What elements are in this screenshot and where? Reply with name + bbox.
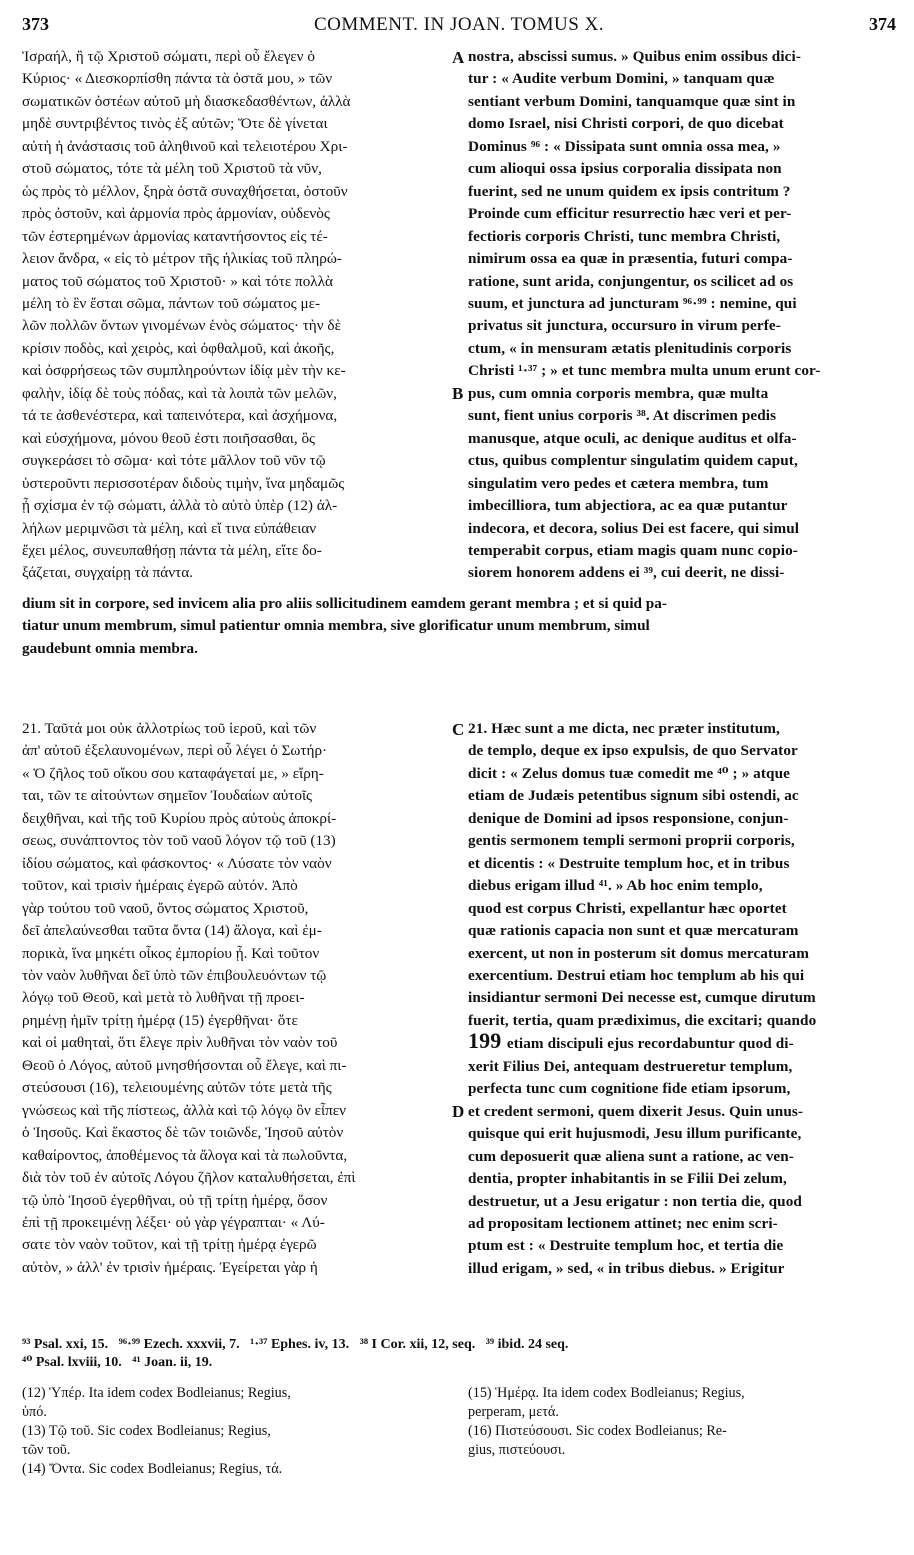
- greek-text-line: καὶ εὐσχήμονα, μόνου θεοῦ ἐστι ποιῆσασθαι, ὃς: [22, 429, 316, 447]
- left-page-number: 373: [22, 14, 49, 34]
- greek-text-line: καὶ οἱ μαθηταὶ, ὅτι ἔλεγε πρὶν λυθῆναι τὸν ναὸν τοῦ: [22, 1034, 338, 1052]
- latin-text-line: singulatim vero pedes et cætera membra, tum: [468, 474, 769, 492]
- latin-text-line: indecora, et decora, solius Dei est facere, qui simul: [468, 519, 800, 537]
- latin-text-line: insidiantur sermoni Dei necesse est, cumque dirutum: [468, 989, 816, 1007]
- greek-text-line: γὰρ τούτου τοῦ ναοῦ, ὄντος σώματος Χριστοῦ,: [22, 899, 309, 917]
- latin-text-line: exercentium. Destrui etiam hoc templum ab his qui: [468, 966, 805, 984]
- footnote-line: gius, πιστεύουσι.: [468, 1442, 566, 1458]
- latin-text-line: tur : « Audite verbum Domini, » tanquam quæ: [468, 70, 775, 88]
- footnote-line: (12) Ὑπέρ. Ita idem codex Bodleianus; Regius,: [22, 1385, 291, 1401]
- greek-text-line: ἰδίου σώματος, καὶ φάσκοντος· « Λύσατε τὸν ναὸν: [22, 854, 332, 872]
- greek-column-block2: [22, 718, 450, 1288]
- greek-text-line: τά τε ἀσθενέστερα, καὶ ταπεινότερα, καὶ ἀσχήμονα,: [22, 407, 338, 425]
- latin-text-line: tiatur unum membrum, simul patientur omnia membra, sive glorificatur unum membrum, simul: [22, 617, 650, 635]
- latin-text-line: illud erigam, » sed, « in tribus diebus. » Erigitur: [468, 1259, 785, 1277]
- page-mark-number: 199: [468, 1028, 507, 1054]
- latin-text-line: imbecilliora, tum abjectiora, ac ea quæ putantur: [468, 497, 788, 515]
- section-marker-a: A: [452, 48, 465, 67]
- greek-text-line: « Ὁ ζῆλος τοῦ οἴκου σου καταφάγεταί με, » εἴρη-: [22, 764, 324, 782]
- latin-text-line: ptum est : « Destruite templum hoc, et tertia die: [468, 1237, 784, 1255]
- greek-text-line: λῶν πολλῶν ὄντων γινομένων ἑνὸς σώματος· τὴν δὲ: [22, 317, 341, 335]
- greek-text-line: 21. Ταῦτά μοι οὐκ ἀλλοτρίως τοῦ ἱεροῦ, καὶ τῶν: [22, 720, 317, 737]
- latin-text-line: sentiant verbum Domini, tanquamque quæ sint in: [468, 92, 796, 110]
- greek-text-line: ᾖ σχίσμα ἐν τῷ σώματι, ἀλλὰ τὸ αὐτὸ ὑπὲρ (12) ἀλ-: [22, 497, 338, 515]
- greek-column-block1: [22, 46, 450, 591]
- latin-text-line: et dicentis : « Destruite templum hoc, et in tribus: [468, 854, 790, 872]
- greek-text-line: Ἰσραήλ, ἢ τῷ Χριστοῦ σώματι, περὶ οὗ ἔλεγεν ὁ: [22, 48, 315, 65]
- footnote-line: (14) Ὄντα. Sic codex Bodleianus; Regius, τά.: [22, 1461, 283, 1477]
- greek-text-line: καὶ ὀσφρήσεως τῶν συμπληρούντων ἰδίᾳ μὲν τὴν κε-: [22, 362, 346, 380]
- footnotes-right: [468, 1384, 896, 1460]
- latin-text-line: ad propositam lectionem attinet; nec enim scri-: [468, 1214, 778, 1232]
- greek-text-line: σατε τὸν ναὸν τοῦτον, καὶ τῇ τρίτῃ ἡμέρᾳ ἐγερῶ: [22, 1236, 317, 1254]
- latin-text-line: exercent, ut non in posterum sit domus mercaturam: [468, 944, 809, 962]
- greek-text-line: Κύριος· « Διεσκορπίσθη πάντα τὰ ὀστᾶ μου, » τῶν: [22, 70, 333, 88]
- reference-line: ⁹³ Psal. xxi, 15. ⁹⁶·⁹⁹ Ezech. xxxvii, 7. ¹·³⁷ Ephes. iv, 13. ³⁸ I Cor. xii, 12, seq. ³⁹ ibid. 24 seq.: [22, 1337, 569, 1352]
- greek-text-line: ται, τῶν τε αἰτούντων σημεῖον Ἰουδαίων αὐτοῖς: [22, 787, 313, 805]
- greek-text-line: τῶν ἐστερημένων ἁρμονίας καταντήσοντος εἰς τέ-: [22, 227, 328, 245]
- footnote-line: (13) Τῷ τοῦ. Sic codex Bodleianus; Regius,: [22, 1423, 271, 1439]
- latin-text-line: dium sit in corpore, sed invicem alia pro aliis sollicitudinem eamdem gerant membra ; et si quid pa-: [22, 595, 667, 612]
- latin-text-line: pus, cum omnia corporis membra, quæ multa: [468, 384, 769, 402]
- latin-text-line: fectioris corporis Christi, tunc membra Christi,: [468, 227, 781, 245]
- greek-text-line: ματος τοῦ σώματος τοῦ Χριστοῦ· » καὶ τότε πολλὰ: [22, 272, 333, 290]
- greek-text-line: λειον ἄνδρα, « εἰς τὸ μέτρον τῆς ἡλικίας τοῦ πληρώ-: [22, 250, 342, 268]
- latin-text: etiam discipuli ejus recordabuntur quod di-: [506, 1035, 794, 1053]
- greek-text-line: λήλων μεριμνῶσι τὰ μέλη, καὶ εἴ τινα εὐπάθειαν: [22, 519, 317, 537]
- latin-text-line: gentis sermonem templi sermoni proprii corporis,: [468, 832, 795, 850]
- latin-text-line: ratione, sunt arida, conjungentur, os scilicet ad os: [468, 272, 794, 290]
- section-marker-c: C: [452, 720, 465, 739]
- latin-text-line: nimirum ossa ea quæ in præsentia, futuri compa-: [468, 250, 793, 268]
- latin-text-line: Proinde cum efficitur resurrectio hæc veri et per-: [468, 205, 792, 223]
- running-title: COMMENT. IN JOAN. TOMUS X.: [313, 14, 605, 35]
- footnotes-left: [22, 1384, 452, 1479]
- greek-text-line: διὰ τὸν τοῦ ἐν αὐτοῖς Λόγου ζῆλον καταλυθήσεται, ἐπὶ: [22, 1169, 356, 1187]
- greek-text-line: Θεοῦ ὁ Λόγος, αὐτοῦ μνησθήσονται οὗ ἔλεγε, καὶ πι-: [22, 1056, 347, 1074]
- greek-text-line: τῷ ὑπὸ Ἰησοῦ ἐγερθῆναι, οὐ τῇ τρίτῃ ἡμέρᾳ, ὅσον: [22, 1191, 328, 1209]
- latin-text-line: xerit Filius Dei, antequam destrueretur templum,: [468, 1057, 793, 1075]
- greek-text-line: στοῦ σώματος, τότε τὰ μέλη τοῦ Χριστοῦ τὰ νῦν,: [22, 160, 322, 178]
- latin-text-line: Dominus ⁹⁶ : « Dissipata sunt omnia ossa mea, »: [468, 137, 781, 155]
- greek-text-line: πρὸς ὀστοῦν, καὶ ἁρμονία πρὸς ἁρμονίαν, οὐδενὸς: [22, 205, 330, 223]
- latin-text-line: cum alioqui ossa ipsius corporalia dissipata non: [468, 160, 782, 178]
- greek-text-line: ἐπὶ τῇ προκειμένῃ λέξει· οὐ γὰρ γέγραπται· « Λύ-: [22, 1213, 325, 1231]
- latin-text-line: quisque qui erit hujusmodi, Jesu illum purificante,: [468, 1125, 802, 1143]
- reference-line: ⁴⁰ Psal. lxviii, 10. ⁴¹ Joan. ii, 19.: [22, 1355, 213, 1370]
- footnote-line: (15) Ἡμέρᾳ. Ita idem codex Bodleianus; Regius,: [468, 1385, 745, 1401]
- latin-text-line: ctus, quibus complentur singulatim quidem caput,: [468, 452, 798, 470]
- latin-text-line: dicit : « Zelus domus tuæ comedit me ⁴⁰ ; » atque: [468, 764, 790, 782]
- greek-text-line: καθαίροντος, ἀποθέμενος τὰ ἄλογα καὶ τὰ πωλοῦντα,: [22, 1146, 348, 1164]
- latin-text-line: sunt, fient unius corporis ³⁸. At discrimen pedis: [468, 407, 777, 425]
- latin-text-line: diebus erigam illud ⁴¹. » Ab hoc enim templo,: [468, 877, 763, 895]
- greek-text-line: ἀπ' αὐτοῦ ἐξελαυνομένων, περὶ οὗ λέγει ὁ Σωτήρ·: [22, 742, 328, 760]
- latin-column-block1: [468, 46, 896, 591]
- latin-text-line: siorem honorem addens ei ³⁹, cui deerit, ne dissi-: [468, 564, 785, 582]
- greek-text-line: ὑστεροῦντι περισσοτέραν διδοὺς τιμὴν, ἵνα μηδαμῶς: [22, 474, 345, 492]
- greek-text-line: ἔχει μέλος, συνευπαθήσῃ πάντα τὰ μέλη, εἴτε δο-: [22, 541, 322, 559]
- greek-text-line: δειχθῆναι, καὶ τῆς τοῦ Κυρίου πρὸς αὐτοὺς ἀποκρί-: [22, 809, 337, 827]
- scripture-references: [22, 1336, 896, 1372]
- greek-text-line: τοῦτον, καὶ τρισὶν ἡμέραις ἐγερῶ αὐτόν. Ἀπὸ: [22, 877, 298, 895]
- latin-text-line: cum deposuerit quæ aliena sunt a ratione, ac ven-: [468, 1147, 794, 1165]
- greek-text-line: σεως, συνάπτοντος τὸν τοῦ ναοῦ λόγον τῷ τοῦ (13): [22, 832, 336, 850]
- latin-text-line: Christi ¹·³⁷ ; » et tunc membra multa unum erunt cor-: [468, 362, 821, 380]
- footnote-line: (16) Πιστεύσουσι. Sic codex Bodleianus; Re-: [468, 1423, 727, 1439]
- latin-text-line: temperabit corpus, etiam magis quam nunc copio-: [468, 541, 798, 559]
- greek-text-line: ξάζεται, συγχαίρῃ τὰ πάντα.: [22, 564, 193, 582]
- latin-text-line: perfecta tunc cum cognitione fide etiam ipsorum,: [468, 1080, 791, 1098]
- latin-text-line: ctum, « in mensuram ætatis plenitudinis corporis: [468, 339, 792, 357]
- greek-text-line: συγκεράσει τὸ σῶμα· καὶ τότε μᾶλλον τοῦ νῦν τῷ: [22, 452, 326, 470]
- latin-text-line: gaudebunt omnia membra.: [22, 639, 198, 657]
- latin-text-line: quod est corpus Christi, expellantur hæc oportet: [468, 899, 787, 917]
- greek-text-line: ὁ Ἰησοῦς. Καὶ ἕκαστος δὲ τῶν τοιῶνδε, Ἰησοῦ αὐτὸν: [22, 1124, 344, 1142]
- latin-text-line-with-page-mark: [468, 1028, 896, 1055]
- greek-text-line: φαλὴν, ἰδίᾳ δὲ τοὺς πόδας, καὶ τὰ λοιπὰ τῶν μελῶν,: [22, 384, 337, 402]
- greek-text-line: μέλη τὸ ἓν ἔσται σῶμα, πάντων τοῦ σώματος με-: [22, 294, 321, 312]
- footnote-line: perperam, μετά.: [468, 1404, 559, 1420]
- latin-text-line: manusque, atque oculi, ac denique auditus et olfa-: [468, 429, 797, 447]
- latin-text-line: denique de Domini ad ipsos responsione, conjun-: [468, 809, 789, 827]
- greek-text-line: ὡς πρὸς τὸ μέλλον, ξηρὰ ὀστᾶ συναχθήσεται, ὀστοῦν: [22, 182, 348, 200]
- greek-text-line: κρίσιν ποδὸς, καὶ χειρὸς, καὶ ὀφθαλμοῦ, καὶ ἀκοῆς,: [22, 339, 335, 357]
- latin-text-line: etiam de Judæis petentibus signum sibi ostendi, ac: [468, 787, 799, 805]
- greek-text-line: δεῖ ἀπελαύνεσθαι ταῦτα ὄντα (14) ἄλογα, καὶ ἐμ-: [22, 922, 322, 940]
- footnote-line: τῶν τοῦ.: [22, 1442, 71, 1458]
- page-header: [22, 14, 896, 40]
- latin-text-line: quæ rationis capacia non sunt et quæ mercaturam: [468, 922, 799, 940]
- latin-text-line: dentia, propter inhabitantis in se Filii Dei zelum,: [468, 1170, 787, 1188]
- right-page-number: 374: [869, 14, 896, 34]
- footnote-line: ὑπό.: [22, 1404, 47, 1420]
- greek-text-line: αὐτὸν, » ἀλλ' ἐν τρισὶν ἡμέραις. Ἐγείρεται γὰρ ἡ: [22, 1258, 318, 1276]
- greek-text-line: πορικὰ, ἵνα μηκέτι οἶκος ἐμπορίου ᾖ. Καὶ τοῦτον: [22, 944, 320, 962]
- latin-text-line: domo Israel, nisi Christi corpori, de quo dicebat: [468, 115, 784, 133]
- latin-column-block2: [468, 718, 896, 1288]
- latin-text-line: 21. Hæc sunt a me dicta, nec præter institutum,: [468, 720, 780, 737]
- section-marker-d: D: [452, 1102, 465, 1121]
- latin-text-line: privatus sit junctura, occursuro in virum perfe-: [468, 317, 781, 335]
- latin-text-line: fuerit, tertia, quam prædiximus, die excitari; quando: [468, 1011, 817, 1029]
- latin-text-line: destruetur, ut a Jesu erigatur : non tertia die, quod: [468, 1192, 802, 1210]
- greek-text-line: λόγῳ τοῦ Θεοῦ, καὶ μετὰ τὸ λυθῆναι τῇ προει-: [22, 989, 305, 1007]
- latin-text-line: fuerint, sed ne unum quidem ex ipsis contritum ?: [468, 182, 791, 200]
- greek-text-line: τὸν ναὸν λυθῆναι δεῖ ὑπὸ τῶν ἐπιβουλευόντων τῷ: [22, 966, 327, 984]
- greek-text-line: στεύσουσι (16), τελειουμένης αὐτῶν τότε μετὰ τῆς: [22, 1079, 332, 1097]
- greek-text-line: ρημένῃ ἡμῖν τρίτῃ ἡμέρᾳ (15) ἐγερθῆναι· ὅτε: [22, 1011, 298, 1029]
- latin-text-line: et credent sermoni, quem dixerit Jesus. Quin unus-: [468, 1102, 804, 1120]
- greek-text-line: σωματικῶν ὀστέων αὐτοῦ μὴ διασκεδασθέντων, ἀλλὰ: [22, 92, 351, 110]
- latin-text-line: suum, et junctura ad juncturam ⁹⁶·⁹⁹ : nemine, qui: [468, 294, 797, 312]
- latin-text-line: nostra, abscissi sumus. » Quibus enim ossibus dici-: [468, 48, 801, 65]
- greek-text-line: αὐτὴ ἡ ἀνάστασις τοῦ ἀληθινοῦ καὶ τελειοτέρου Χρι-: [22, 137, 348, 155]
- full-width-latin-block1: [22, 593, 896, 660]
- greek-text-line: μηδὲ συντριβέντος τινὸς ἐξ αὐτῶν; Ὅτε δὲ γίνεται: [22, 115, 328, 133]
- latin-text-line: de templo, deque ex ipso expulsis, de quo Servator: [468, 742, 798, 760]
- greek-text-line: γνώσεως καὶ τῆς πίστεως, ἀλλὰ καὶ τῷ λόγῳ ὃν εἶπεν: [22, 1101, 346, 1119]
- section-marker-b: B: [452, 384, 464, 403]
